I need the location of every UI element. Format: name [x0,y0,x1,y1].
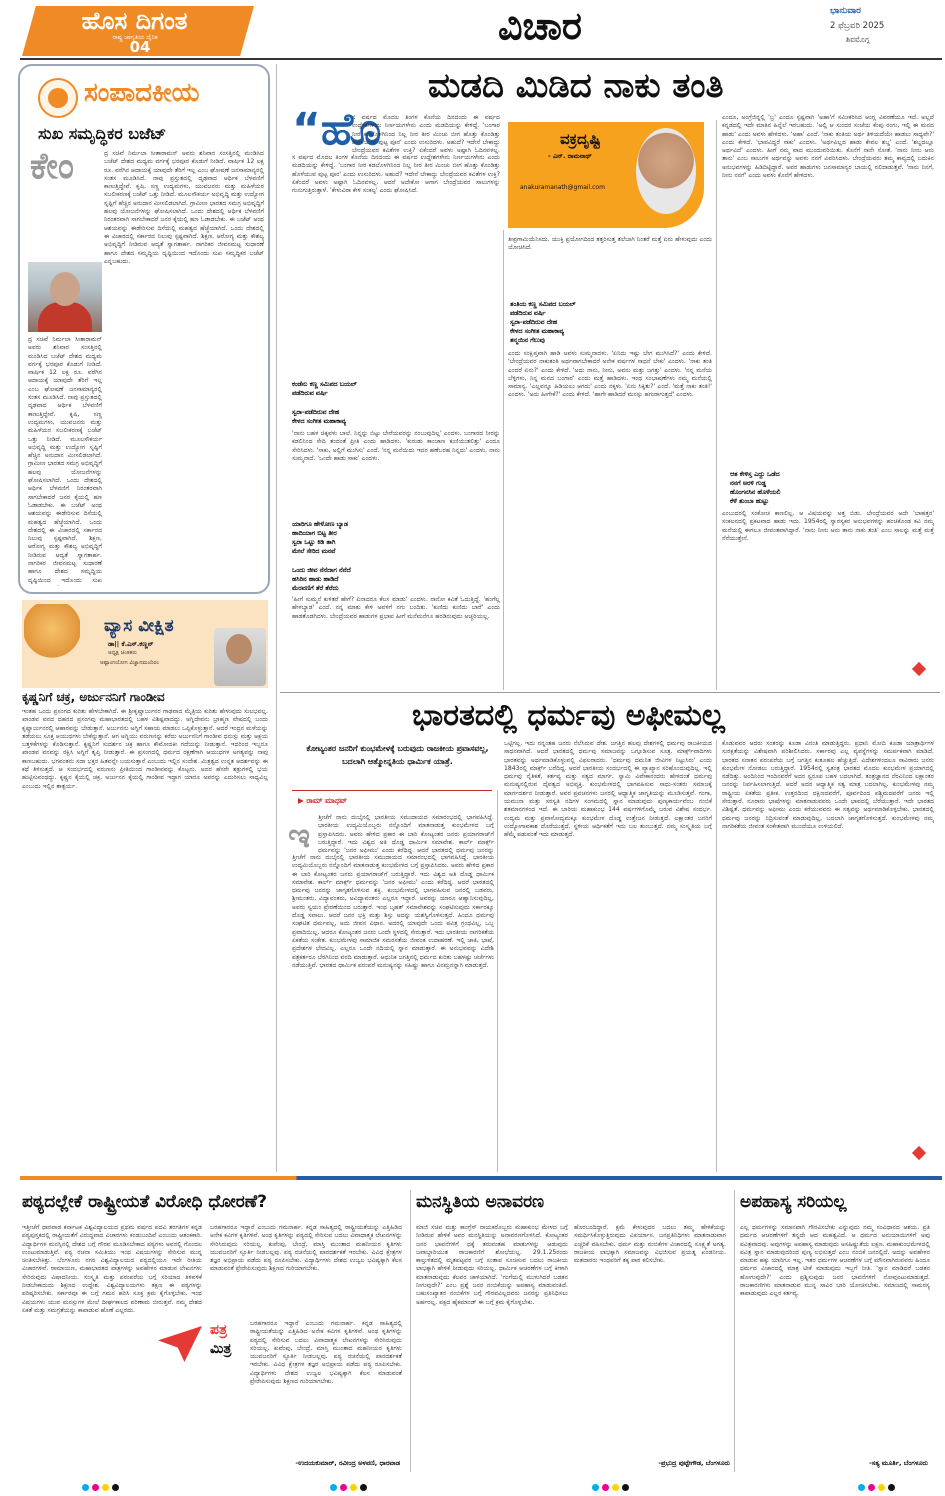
letter1-body: ಇತ್ತೀಚೆಗೆ ಧಾರವಾಡ ಕರ್ನಾಟಕ ವಿಶ್ವವಿದ್ಯಾಲಯದ ಪ್ರಥಮ ವರ್ಷದ ಪದವಿ ತರಗತಿಗಳ ಕನ್ನಡ ಪಠ್ಯಪುಸ್ತಕದಲ್ಲಿ ರಾಷ್ಟ್ರೀಯತೆಗೆ ವಿರುದ್ಧವಾದ ವಿಚಾರಗಳು ಕಂಡುಬಂದಿವೆ ಎಂಬುದು ಆತಂಕಕಾರಿ. ವಿದ್ಯಾರ್ಥಿಗಳ ಮನಸ್ಸಿನಲ್ಲಿ ದೇಶದ ಬಗ್ಗೆ ಗೌರವ ಮೂಡಿಸಬೇಕಾದ ಪಠ್ಯಗಳು ಅವರಲ್ಲಿ ಗೊಂದಲ ಉಂಟುಮಾಡುತ್ತಿವೆ. ಪಠ್ಯ ರಚನಾ ಸಮಿತಿಯು ಇಂಥ ವಿಷಯಗಳನ್ನು ಸೇರಿಸುವ ಮುನ್ನ ಚಿಂತಿಸಬೇಕಿತ್ತು. ಬೆಂಗಳೂರು ನಗರ ವಿಶ್ವವಿದ್ಯಾಲಯದ ಪಠ್ಯದಲ್ಲಿಯೂ ಇದೇ ರೀತಿಯ ವಿಚಾರಗಳಿವೆ. ರಾಮಾಯಣ, ಮಹಾಭಾರತದ ಪಾತ್ರಗಳನ್ನು ಅವಹೇಳನ ಮಾಡುವ ಲೇಖನಗಳು ಸೇರಿರುವುದು ವಿಷಾದನೀಯ. ಸಂಸ್ಕೃತಿ ಮತ್ತು ಪರಂಪರೆಯ ಬಗ್ಗೆ ಸರಿಯಾದ ತಿಳಿವಳಿಕೆ ನೀಡಬೇಕಾದುದು ಶಿಕ್ಷಣದ ಉದ್ದೇಶ. ವಿಶ್ವವಿದ್ಯಾಲಯಗಳು ತಕ್ಷಣ ಈ ಪಠ್ಯಗಳನ್ನು ಪರಿಷ್ಕರಿಸಬೇಕು. ಸರ್ಕಾರವೂ ಈ ಬಗ್ಗೆ ಗಮನ ಹರಿಸಿ ಸೂಕ್ತ ಕ್ರಮ ಕೈಗೊಳ್ಳಬೇಕು. ಇಂಥ ವಿಷಯಗಳು ಯುವ ಮನಸ್ಸುಗಳ ಮೇಲೆ ದೀರ್ಘಕಾಲದ ಪರಿಣಾಮ ಬೀರುತ್ತವೆ. ನಮ್ಮ ದೇಶದ ಏಕತೆ ಮತ್ತು ಸಮಗ್ರತೆಯನ್ನು ಕಾಪಾಡುವ ಹೊಣೆ ಎಲ್ಲರದು. [22,1224,202,1314]
section-title: ವಿಚಾರ [498,4,582,48]
letter3-headline: ಅಪಹಾಸ್ಯ ಸರಿಯಲ್ಲ [740,1192,847,1212]
magenta-dot [868,1484,875,1491]
magenta-dot [602,1484,609,1491]
letter1-headline: ಪಠ್ಯದಲ್ಲೇಕೆ ರಾಷ್ಟ್ರೀಯತೆ ವಿರೋಧಿ ಧೋರಣೆ? [22,1192,267,1212]
registration-marks [592,1484,629,1491]
main-story-lead: ಸ ವರ್ಷದ ಮೊದಲ ತಿಂಗಳ ಕೊನೆಯ ದಿನದಂದು ಈ ವರ್ಷದ ಉದ್ದೇಶಗಳೇನು ನಿರ್ಣಯಗಳೇನು ಎಂದು ಮಡದಿಯನ್ನು ಕೇಳಿದ್ದೆ. 'ಬಂಗಾರ ನೀರ ಕಡಲೊಳಗಿನಿಂದ ನಿಲ್ಲ ನೀರ ತೀರ ಮಿಂಚು ಬೀಗ ಹೊತ್ತು ಕೊಂಡಿತ್ತು ಹೊಳೆಯುವ ಪುಟ್ಟ ಪೂರ' ಎಂದು ಉಸುರಿದಳು. ಅಹುದೆ? ಇದೇನೆ ಬೇಕಾದ್ದು ಬೇಂದ್ರೆಯವರ ಕವಿತೆಗಳ ಉಕ್ತಿ? ಏಕೆಂದರೆ ಅವಳು ಅಷ್ಟಾಗಿ ಓದಿನವಳಲ್ಲ. [352,114,500,154]
patra-mitra-badge-top: ಪತ್ರ [210,1322,227,1338]
vyasa-body: ಇಂತಹ ಒಂದು ಪ್ರಸಂಗದ ಕುರಿತು ಹೇಳಬೇಕಾಗಿದೆ. ಈ ಶ್ರೀಕೃಷ್ಣಾರ್ಜುನರ ಗಾಢವಾದ ಮೈತ್ರಿಯ ಕುರಿತು ಹೇಳುವುದು ಸುಲಭವಲ್ಲ. ಖಾಂಡವ ವನದ ದಹನದ ಪ್ರಸಂಗವು ಮಹಾಭಾರತದಲ್ಲಿ ಬಹಳ ವಿಶಿಷ್ಟವಾದದ್ದು. ಅಗ್ನಿದೇವನು ಬ್ರಾಹ್ಮಣ ವೇಷದಲ್ಲಿ ಬಂದು ಕೃಷ್ಣಾರ್ಜುನರಲ್ಲಿ ಆಹಾರವನ್ನು ಬೇಡುತ್ತಾನೆ. ಅರ್ಜುನನು ಅಗ್ನಿಗೆ ಸಹಾಯ ಮಾಡಲು ಒಪ್ಪಿಕೊಳ್ಳುತ್ತಾನೆ. ಆದರೆ ಇಂದ್ರನ ಮಳೆಯನ್ನು ತಡೆಯಲು ಸೂಕ್ತ ಆಯುಧಗಳು ಬೇಕೆನ್ನುತ್ತಾನೆ. ಆಗ ಅಗ್ನಿಯು ವರುಣನನ್ನು ಕರೆದು ಅರ್ಜುನನಿಗೆ ಗಾಂಡೀವ ಧನುಸ್ಸು ಮತ್ತು ಅಕ್ಷಯ ಬತ್ತಳಿಕೆಗಳನ್ನು ಕೊಡಿಸುತ್ತಾನೆ. ಕೃಷ್ಣನಿಗೆ ಸುದರ್ಶನ ಚಕ್ರ ಹಾಗೂ ಕೌಮೋದಕೀ ಗದೆಯನ್ನು ನೀಡುತ್ತಾನೆ. ಇದರಿಂದ ಇಬ್ಬರೂ ಖಾಂಡವ ವನವನ್ನು ರಕ್ಷಿಸಿ ಅಗ್ನಿಗೆ ತೃಪ್ತಿ ನೀಡುತ್ತಾರೆ. ಈ ಪ್ರಸಂಗದಲ್ಲಿ ಧರ್ಮದ ರಕ್ಷಣೆಗಾಗಿ ಆಯುಧಗಳ ಅಗತ್ಯವನ್ನು ನಾವು ಕಾಣಬಹುದು. ಭಗವಂತನು ಸದಾ ಭಕ್ತರ ಹಿತವನ್ನೇ ಬಯಸುತ್ತಾನೆ ಎಂಬುದು ಇಲ್ಲಿನ ಸಂದೇಶ. ಮಿತ್ರತ್ವದ ಉನ್ನತ ಆದರ್ಶವನ್ನು ಈ ಕಥೆ ತಿಳಿಸುತ್ತದೆ. ಆ ಸಂದರ್ಭದಲ್ಲಿ ವರುಣನು ಪ್ರೀತಿಯಿಂದ ಗಾಂಡೀವವನ್ನು ಕೊಟ್ಟನು. ಅದರ ಹೆಸರೇ ಶತ್ರುಗಳಲ್ಲಿ ಭಯ ಹುಟ್ಟಿಸುವಂಥದ್ದು. ಕೃಷ್ಣನ ಕೈಯಲ್ಲಿ ಚಕ್ರ, ಅರ್ಜುನನ ಕೈಯಲ್ಲಿ ಗಾಂಡೀವ ಇದ್ದಾಗ ಯಾರೂ ಅವರನ್ನು ಎದುರಿಸಲು ಸಾಧ್ಯವಿಲ್ಲ ಎಂಬುದು ಇಲ್ಲಿನ ತಾತ್ಪರ್ಯ. [22,708,268,790]
black-dot [888,1484,895,1491]
yellow-dot [878,1484,885,1491]
editorial-body-bottom: ದ್ರ ಸಚಿವೆ ನಿರ್ಮಲಾ ಸೀತಾರಾಮನ್ ಅವರು ಶನಿವಾರ ಸಂಸತ್ತಿನಲ್ಲಿ ಮಂಡಿಸಿದ ಬಜೆಟ್ ದೇಶದ ಮಧ್ಯಮ ವರ್ಗಕ್ಕೆ ಭರಪೂರ ಕೊಡುಗೆ ನೀಡಿದೆ. ವಾರ್ಷಿಕ 12 ಲಕ್ಷ ರೂ. ವರೆಗಿನ ಆದಾಯಕ್ಕೆ ಯಾವುದೇ ತೆರಿಗೆ ಇಲ್ಲ ಎಂಬ ಘೋಷಣೆ ಜನಸಾಮಾನ್ಯರಲ್ಲಿ ಸಂತಸ ಮೂಡಿಸಿದೆ. ನಾವು ಪ್ರಸ್ತುತದಲ್ಲಿ ದೃಢವಾದ ಆರ್ಥಿಕ ಬೆಳವಣಿಗೆ ಕಾಣುತ್ತಿದ್ದೇವೆ. ಕೃಷಿ, ಸಣ್ಣ ಉದ್ಯಮಗಳು, ಯುವಜನರು ಮತ್ತು ಮಹಿಳೆಯರ ಸಬಲೀಕರಣಕ್ಕೆ ಬಜೆಟ್ ಒತ್ತು ನೀಡಿದೆ. ಮೂಲಸೌಕರ್ಯ ಅಭಿವೃದ್ಧಿ ಮತ್ತು ಉದ್ಯೋಗ ಸೃಷ್ಟಿಗೆ ಹೆಚ್ಚಿನ ಅನುದಾನ ಮೀಸಲಿಡಲಾಗಿದೆ. ಗ್ರಾಮೀಣ ಭಾರತದ ಸಮಗ್ರ ಅಭಿವೃದ್ಧಿಗೆ ಹಲವು ಯೋಜನೆಗಳನ್ನು ಘೋಷಿಸಲಾಗಿದೆ. ಒಂದು ದೇಶದಲ್ಲಿ ಆರ್ಥಿಕ ಬೆಳವಣಿಗೆ ನಿರಂತರವಾಗಿ ಸಾಗಬೇಕಾದರೆ ಜನರ ಕೈಯಲ್ಲಿ ಹಣ ಓಡಾಡಬೇಕು. ಈ ಬಜೆಟ್ ಅಂಥ ಆಶಯವನ್ನು ಈಡೇರಿಸುವ ದಿಸೆಯಲ್ಲಿ ಮಹತ್ವದ ಹೆಜ್ಜೆಯಾಗಿದೆ. ಒಂದು ದೇಶದಲ್ಲಿ ಈ ವಿಚಾರದಲ್ಲಿ ಸರ್ಕಾರದ ನಿಲುವು ಸ್ಪಷ್ಟವಾಗಿದೆ. ಶಿಕ್ಷಣ, ಆರೋಗ್ಯ ಮತ್ತು ಕೌಶಲ್ಯ ಅಭಿವೃದ್ಧಿಗೆ ನೀಡಿರುವ ಆದ್ಯತೆ ಸ್ವಾಗತಾರ್ಹ. ನಾಗರಿಕರ ಜೀವನಮಟ್ಟ ಸುಧಾರಣೆ ಹಾಗೂ ದೇಶದ ಸಮೃದ್ಧಿಯ ದೃಷ್ಟಿಯಿಂದ ಇದೊಂದು ಸುಖ [28,336,102,584]
vyasa-author-role: ಅಧ್ಯಕ್ಷ ಚಿಂತಕರು [108,650,137,656]
letter2-signature: -ಪ್ರಭುದ್ರ ಪುಟ್ಟೇಗೌಡ, ಬೆಂಗಳೂರು [658,1459,730,1467]
letter3-signature: -ಸತ್ಯ ಮೂರ್ತಿ, ಬೆಂಗಳೂರು [869,1459,928,1467]
magenta-dot [92,1484,99,1491]
letter3-body: ಎಲ್ಲ ಧರ್ಮಗಳನ್ನು ಸಮಾನವಾಗಿ ಗೌರವಿಸಬೇಕು ಎನ್ನುವುದು ನಮ್ಮ ಸಂವಿಧಾನದ ಆಶಯ. ಪ್ರತಿ ಧರ್ಮದ ಆಚರಣೆಗಳಿಗೆ ತನ್ನದೇ ಆದ ಮಹತ್ವವಿದೆ. ಆ ಧರ್ಮದ ಅನುಯಾಯಿಗಳಿಗೆ ಅವು ಪವಿತ್ರವಾದವು. ಅವುಗಳನ್ನು ಅಪಹಾಸ್ಯ ಮಾಡುವುದು ಅಸಹಿಷ್ಣುತೆಯ ಲಕ್ಷಣ. ಮಹಾಕುಂಭಮೇಳದಲ್ಲಿ ಪವಿತ್ರ ಸ್ನಾನ ಮಾಡುವುದರಿಂದ ಪುಣ್ಯ ಲಭಿಸುತ್ತದೆ ಎಂಬ ನಂಬಿಕೆ ಜನರಲ್ಲಿದೆ. ಅದನ್ನು ಅವಹೇಳನ ಮಾಡುವ ಹಕ್ಕು ಯಾರಿಗೂ ಇಲ್ಲ. ಇತರ ಧರ್ಮಗಳ ಆಚರಣೆಗಳ ಬಗ್ಗೆ ಮೌನವಾಗಿರುವವರು ಹಿಂದೂ ಧರ್ಮದ ವಿಚಾರದಲ್ಲಿ ಮಾತ್ರ ಟೀಕೆ ಮಾಡುವುದು ಇಬ್ಬಗೆ ನೀತಿ. 'ಸ್ನಾನ ಮಾಡಿದರೆ ಬಡತನ ಹೋಗುವುದೇ?' ಎಂದು ಪ್ರಶ್ನಿಸುವುದು ಜನರ ಭಾವನೆಗಳಿಗೆ ನೋವುಂಟುಮಾಡುತ್ತದೆ. ರಾಜಕಾರಣಿಗಳು ಮಾತನಾಡುವ ಮುನ್ನ ಸಾವಿರ ಬಾರಿ ಯೋಚಿಸಬೇಕು. ಸಮಾಜದಲ್ಲಿ ಸಾಮರಸ್ಯ ಕಾಪಾಡುವುದು ಎಲ್ಲರ ಕರ್ತವ್ಯ. [740,1224,930,1298]
letters-rule [20,1176,942,1180]
editorial-photo-face [50,272,80,306]
story2-col1: ತ್ತೀಚೆಗೆ ನಾನು ದುಬೈನಲ್ಲಿ ಭಾರತೀಯ ಸಮುದಾಯದ ಸಮಾರಂಭದಲ್ಲಿ ಭಾಗವಹಿಸಿದ್ದೆ. ಭಾರತೀಯ ಉದ್ಯಮಿಯೊಬ್ಬರು ನನ್ನೊಂದಿಗೆ ಮಾತನಾಡುತ್ತ ಕುಂಭಮೇಳದ ಬಗ್ಗೆ ಪ್ರಸ್ತಾಪಿಸಿದರು. ಅವರು ಹೇಳಿದ ಪ್ರಕಾರ ಈ ಬಾರಿ ಕೋಟ್ಯಂತರ ಜನರು ಪ್ರಯಾಗರಾಜ್‌ಗೆ ಬರುತ್ತಿದ್ದಾರೆ. ಇದು ವಿಶ್ವದ ಅತಿ ದೊಡ್ಡ ಧಾರ್ಮಿಕ ಸಮಾವೇಶ. ಕಾರ್ಲ್ ಮಾರ್ಕ್ಸ್ ಧರ್ಮವನ್ನು 'ಜನರ ಅಫೀಮು' ಎಂದು ಕರೆದಿದ್ದ. ಆದರೆ ಭಾರತದಲ್ಲಿ ಧರ್ಮವು ಜನರನ್ನು ಜಾಗೃತಗೊಳಿಸುವ ಶಕ್ತಿ. ಕುಂಭಮೇಳದಲ್ಲಿ ಭಾಗವಹಿಸುವ ಜನರಲ್ಲಿ ಬಡವರು, ಶ್ರೀಮಂತರು, ವಿದ್ಯಾವಂತರು, ಅವಿದ್ಯಾವಂತರು ಎಲ್ಲರೂ ಇದ್ದಾರೆ. ಅವರನ್ನು ಯಾರೂ ಆಹ್ವಾನಿಸುವುದಿಲ್ಲ, ಅವರು ಸ್ವಯಂ ಪ್ರೇರಣೆಯಿಂದ ಬರುತ್ತಾರೆ. ಇಂಥ ಬೃಹತ್ ಸಮಾವೇಶವನ್ನು ಸಂಘಟಿಸುವುದು ಸರ್ಕಾರಕ್ಕೂ ದೊಡ್ಡ ಸವಾಲು. ಆದರೆ ಜನರ ಭಕ್ತಿ ಮತ್ತು ಶಿಸ್ತು ಅದನ್ನು ಯಶಸ್ವಿಗೊಳಿಸುತ್ತದೆ. ಹಿಂದೂ ಧರ್ಮವು ಸಂಘಟಿತ ಧರ್ಮವಲ್ಲ, ಅದು ಜೀವನ ವಿಧಾನ. ಅದರಲ್ಲಿ ಯಾವುದೇ ಒಂದು ಪವಿತ್ರ ಗ್ರಂಥವಿಲ್ಲ, ಒಬ್ಬ ಪ್ರವಾದಿಯಿಲ್ಲ. ಆದರೂ ಕೋಟ್ಯಂತರ ಜನರು ಒಂದೇ ಸ್ಥಳದಲ್ಲಿ ಸೇರುತ್ತಾರೆ. ಇದು ಭಾರತೀಯ ನಾಗರಿಕತೆಯ ಏಕತೆಯ ಸಂಕೇತ. ಕುಂಭಮೇಳವು ಸಾಮಾಜಿಕ ಸಮರಸತೆಯ ಜೀವಂತ ಉದಾಹರಣೆ. ಇಲ್ಲಿ ಜಾತಿ, ಭಾಷೆ, ಪ್ರದೇಶಗಳ ಭೇದವಿಲ್ಲ. ಎಲ್ಲರೂ ಒಂದೇ ನದಿಯಲ್ಲಿ ಸ್ನಾನ ಮಾಡುತ್ತಾರೆ. ಈ ಅನುಭವವನ್ನು ವಿದೇಶಿ ಪತ್ರಕರ್ತರೂ ಬೆರಗಿನಿಂದ ವರದಿ ಮಾಡುತ್ತಾರೆ. ಆಧುನಿಕ ಜಗತ್ತಿನಲ್ಲಿ ಧರ್ಮದ ಕುರಿತು ಬಹಳಷ್ಟು ಚರ್ಚೆಗಳು ನಡೆಯುತ್ತಿವೆ. ಭಾರತದ ಧಾರ್ಮಿಕ ಪರಂಪರೆ ಮನುಷ್ಯನನ್ನು ಸಹಿಷ್ಣು ಹಾಗೂ ವಿನಮ್ರನನ್ನಾಗಿ ಮಾಡುತ್ತದೆ. [292,854,494,969]
main-story-verse: ಯಾರಿಗೂ ಹೇಳೋಣ ಬ್ಯಾಡ ಹಾದಿಯಾಗ ಬಿಟ್ಟ ತೀರ ಸ್ವರಾ ಒಟ್ಟು ಕಿಡಿ ತಾಗಿ ಮೇಲೆ ಸೇರಿದ ಮನವೆ [292,521,348,555]
letter2-body-cont: ಹೊರಬಂದಿದ್ದಾರೆ. ಕ್ಷಮೆ ಕೇಳುವುದರ ಬದಲು ತಮ್ಮ ಹೇಳಿಕೆಯನ್ನು ಸಮರ್ಥಿಸಿಕೊಳ್ಳುತ್ತಿರುವುದು ವಿಪರ್ಯಾಸ. ಜನಪ್ರತಿನಿಧಿಗಳು ಮಾತನಾಡುವಾಗ ಎಚ್ಚರಿಕೆ ವಹಿಸಬೇಕು. ಧರ್ಮ ಮತ್ತು ನಂಬಿಕೆಗಳ ವಿಚಾರದಲ್ಲಿ ಸೂಕ್ಷ್ಮತೆ ಅಗತ್ಯ. ರಾಜಕೀಯ ಲಾಭಕ್ಕಾಗಿ ಸಮಾಜವನ್ನು ವಿಭಜಿಸುವ ಪ್ರಯತ್ನ ಖಂಡನೀಯ. ಮತದಾರರು ಇಂಥವರಿಗೆ ತಕ್ಕ ಪಾಠ ಕಲಿಸಬೇಕು. [574,1224,726,1265]
black-dot [622,1484,629,1491]
story2-byline: ▶ ರಾಮ್ ಮಾಧವ್ [298,796,348,805]
editorial-logo-center [48,88,68,108]
masthead-brand-name: ಹೊಸ ದಿಗಂತ [81,7,188,35]
main-story-col3: ಎಂದೂ, ಅಂಗ್ರೆಜಿನ್ನಲ್ಲಿ 'ಬ್ರ' ಎಂದೂ ಸ್ಪಷ್ಟವಾಗಿ 'ಅಹಾ'ಗೆ ಸಮೀಕರಿಸಿದ ಆಂಗ್ಲ ವಿವರಣೆಯೂ ಇದೆ. ಅಲ್ಲದೆ ಕನ್ನಡದಲ್ಲಿ ಇದೇ ಮಾತಿನ ಹಿನ್ನೆಲೆ ಇರಬಹುದು. 'ಅಲ್ಲಿ ಆ ಸುಂದರ ಸಂಜೆಯ ಕೆಂಪು ರಂಗು, ಇಲ್ಲಿ ಈ ಮನದ ಹಾಡು' ಎಂದು ಅವಳು ಹೇಳಿದಳು. 'ಅಹಾ' ಎಂದೆ. 'ನಾಕು ತಂತಿಯ ಅರ್ಥ ತಿಳಿಯದೆಯೇ ಹಾಡಲು ಸಾಧ್ಯವೇ?' ಎಂದು ಕೇಳಿದೆ. 'ಭಾವವಿದ್ದರೆ ಸಾಕು' ಎಂದಳು. 'ಅರ್ಥವಿಲ್ಲದ ಹಾಡು ಕೇವಲ ಶಬ್ದ' ಎಂದೆ. 'ಶಬ್ದದಲ್ಲೂ ಅರ್ಥವಿದೆ' ಎಂದಳು. ಹೀಗೆ ನಮ್ಮ ವಾದ ಮುಂದುವರಿಯಿತು. ಕೊನೆಗೆ ನಾನೇ ಸೋತೆ. 'ನಾನು ನೀನು ಆನು ತಾನು' ಎಂಬ ಸಾಲುಗಳ ಅರ್ಥವನ್ನು ಅವಳು ನನಗೆ ವಿವರಿಸಿದಳು. ಬೇಂದ್ರೆಯವರು ತಮ್ಮ ಕಾವ್ಯದಲ್ಲಿ ಬದುಕಿನ ಅನುಭವಗಳನ್ನು ಹಿಡಿದಿಟ್ಟಿದ್ದಾರೆ. ಅವರ ಹಾಡುಗಳು ಜನಸಾಮಾನ್ಯರ ಬಾಯಲ್ಲಿ ನಲಿದಾಡುತ್ತವೆ. 'ನಾನು ನಿನಗೆ, ನೀನು ನನಗೆ' ಎಂದು ಅವಳು ಕೊನೆಗೆ ಹೇಳಿದಳು. [722,114,934,180]
column-divider [734,1190,735,1472]
column-title: ವಕ್ರದೃಷ್ಟಿ [560,130,601,148]
column-divider [716,120,717,690]
edition-city: ಶಿವಮೊಗ್ಗ [846,35,870,44]
yellow-dot [350,1484,357,1491]
main-story-col2a: ತೀವ್ರಗಾಮಿಯೆನಿಸದು. ಯುಕ್ತಿ ಪ್ರಯೋಗದಿಂದ ತತ್ತರಿಸುತ್ತ ತಲೆಬಾಗಿ ನಿಂತರೆ ಮತ್ತೆ ಏನು ಹೇಳುವುದು ಎಂದು ಯೋಚಿಸಿದೆ. [508,236,712,252]
letter1-signature: -ಉದಯಕುಮಾರ್, ರವೀಂದ್ರ ಅಳವಣಿ, ಧಾರವಾಡ [295,1459,400,1467]
yellow-dot [612,1484,619,1491]
editorial-dropcap: ಕೇಂ [30,146,74,187]
black-dot [360,1484,367,1491]
story2-dropcap: ಇ [288,816,311,856]
masthead-tagline: ರಾಷ್ಟ್ರ ಜಾಗೃತಿಯ ದೈನಿಕ [112,34,158,41]
main-story-verse: ಒಂದು ಜೀವ ನೆನೆದಾಗ ನೆನೆದೆ ಹಸಿರಿನ ಹಾಡು ಹಾಡಿದೆ ಮೆರವಣಿಗೆ ತೆರೆ ತೆರೆದು [292,567,351,592]
main-story-col1c: 'ಹೀಗೆ ಸುಮ್ಮನೆ ಕುಳಿತರೆ ಹೇಗೆ? ಏನಾದರೂ ಕೆಲಸ ಮಾಡು' ಎಂದಳು. ನಾನೋ ಕವಿತೆ ಓದುತ್ತಿದ್ದೆ. 'ಹಂಗೆಲ್ಲ ಹೇಳಬ್ಯಾಡ' ಎಂದೆ. ನನ್ನ ಮಾತು ಕೇಳಿ ಅವಳಿಗೆ ನಗು ಬಂದಿತು. 'ಕುಣಿದು ಕುಣಿದು ಬಾರೆ' ಎಂದು ಹಾಡತೊಡಗಿದಳು. ಬೇಂದ್ರೆಯವರ ಹಾಡುಗಳ ಪ್ರಭಾವ ಹೀಗೆ ಮನೆಮನೆಗೂ ಹರಡಿರುವುದು ಅಚ್ಚರಿಯಲ್ಲ. [292,596,500,620]
letter1-body-cont: ಬರಹಗಾರರೂ ಇದ್ದಾರೆ ಎಂಬುದು ಗಮನಾರ್ಹ. ಕನ್ನಡ ಸಾಹಿತ್ಯದಲ್ಲಿ ರಾಷ್ಟ್ರೀಯತೆಯನ್ನು ಎತ್ತಿಹಿಡಿದ ಅನೇಕ ಕವಿಗಳ ಕೃತಿಗಳಿವೆ. ಅಂಥ ಕೃತಿಗಳನ್ನು ಪಠ್ಯದಲ್ಲಿ ಸೇರಿಸುವ ಬದಲು ವಿವಾದಾತ್ಮಕ ಲೇಖನಗಳನ್ನು ಸೇರಿಸಿರುವುದು ಸರಿಯಲ್ಲ. ಕುವೆಂಪು, ಬೇಂದ್ರೆ, ಮಾಸ್ತಿ ಮುಂತಾದ ಮಹನೀಯರ ಕೃತಿಗಳು ಯುವಜನರಿಗೆ ಸ್ಫೂರ್ತಿ ನೀಡಬಲ್ಲವು. ಪಠ್ಯ ರಚನೆಯಲ್ಲಿ ಪಾರದರ್ಶಕತೆ ಇರಬೇಕು. ವಿವಿಧ ಕ್ಷೇತ್ರಗಳ ತಜ್ಞರ ಅಭಿಪ್ರಾಯ ಪಡೆದು ಪಠ್ಯ ರೂಪಿಸಬೇಕು. ವಿದ್ಯಾರ್ಥಿಗಳು ದೇಶದ ಉಜ್ವಲ ಭವಿಷ್ಯಕ್ಕಾಗಿ ಕೆಲಸ ಮಾಡುವಂತೆ ಪ್ರೇರೇಪಿಸುವುದು ಶಿಕ್ಷಣದ ಗುರಿಯಾಗಬೇಕು. [210,1224,402,1273]
main-story-verse: ಕಂಡೆನು ಕಣ್ಣ ಸಮಿಪದ ಬಯಲ್ ಪಡೆದಿರುವ ವರ್ಷಿ [292,381,357,397]
cyan-dot [330,1484,337,1491]
column-divider [276,64,277,1172]
patra-mitra-badge-bottom: ಮಿತ್ರ [210,1341,232,1357]
vyasa-headline: ಕೃಷ್ಣನಿಗೆ ಚಕ್ರ, ಅರ್ಜುನನಿಗೆ ಗಾಂಡೀವ [22,690,165,704]
story2-col2: ಒಟ್ಟಿಗಲ್ಲ. ಇದು ನನ್ನಂತಹ ಜನರು ನೆಲೆಸಿರುವ ದೇಶ. ಜಗತ್ತಿನ ಹಲವು ದೇಶಗಳಲ್ಲಿ ಧರ್ಮವು ರಾಜಕೀಯದ ಸಾಧನವಾಗಿದೆ. ಆದರೆ ಭಾರತದಲ್ಲಿ ಧರ್ಮವು ಸಮಾಜವನ್ನು ಒಗ್ಗೂಡಿಸುವ ಸೂತ್ರ. ಮಾರ್ಕ್ಸ್‌ವಾದಿಗಳು ಭಾರತವನ್ನು ಅರ್ಥಮಾಡಿಕೊಳ್ಳುವಲ್ಲಿ ವಿಫಲರಾದರು. 'ಧರ್ಮವು ದಮನಿತ ಜೀವಿಗಳ ನಿಟ್ಟುಸಿರು' ಎಂದು 1843ರಲ್ಲಿ ಮಾರ್ಕ್ಸ್ ಬರೆದಿದ್ದ. ಆದರೆ ಭಾರತೀಯ ಸಂದರ್ಭದಲ್ಲಿ ಈ ವ್ಯಾಖ್ಯಾನ ಸರಿಹೊಂದುವುದಿಲ್ಲ. ಇಲ್ಲಿ ಧರ್ಮವು ನೈತಿಕತೆ, ಕರ್ತವ್ಯ ಮತ್ತು ಸತ್ಯದ ಮಾರ್ಗ. ಸ್ವಾಮಿ ವಿವೇಕಾನಂದರು ಹೇಳಿದಂತೆ ಧರ್ಮವು ಮನುಷ್ಯನಲ್ಲಿರುವ ದೈವತ್ವದ ಅಭಿವ್ಯಕ್ತಿ. ಕುಂಭಮೇಳದಲ್ಲಿ ಭಾಗವಹಿಸುವ ಸಾಧು-ಸಂತರು ಸಮಾಜಕ್ಕೆ ಮಾರ್ಗದರ್ಶನ ನೀಡುತ್ತಾರೆ. ಅವರ ಪ್ರವಚನಗಳು ಜನರಲ್ಲಿ ಆಧ್ಯಾತ್ಮಿಕ ಜಾಗೃತಿಯನ್ನು ಮೂಡಿಸುತ್ತವೆ. ಗಂಗಾ, ಯಮುನಾ ಮತ್ತು ಸರಸ್ವತಿ ನದಿಗಳ ಸಂಗಮದಲ್ಲಿ ಸ್ನಾನ ಮಾಡುವುದು ಪುಣ್ಯಕಾರ್ಯವೆಂಬ ನಂಬಿಕೆ ಶತಮಾನಗಳಿಂದ ಇದೆ. ಈ ಬಾರಿಯ ಮಹಾಕುಂಭ 144 ವರ್ಷಗಳಿಗೊಮ್ಮೆ ಬರುವ ವಿಶೇಷ ಸಂದರ್ಭ. ಉದ್ಯಮ ಮತ್ತು ಪ್ರವಾಸೋದ್ಯಮಕ್ಕೂ ಕುಂಭಮೇಳ ದೊಡ್ಡ ಉತ್ತೇಜನ ನೀಡುತ್ತದೆ. ಲಕ್ಷಾಂತರ ಜನರಿಗೆ ಉದ್ಯೋಗಾವಕಾಶ ದೊರೆಯುತ್ತದೆ. ಸ್ಥಳೀಯ ಆರ್ಥಿಕತೆಗೆ ಇದು ಬಲ ತುಂಬುತ್ತದೆ. ನಮ್ಮ ಸಂಸ್ಕೃತಿಯ ಬಗ್ಗೆ ಹೆಮ್ಮೆ ಪಡುವಂತೆ ಇದು ಮಾಡುತ್ತದೆ. [504,740,712,839]
column-divider [410,1190,411,1472]
letter2-body: ಮಾಜಿ ಸಚಿವ ಮತ್ತು ಕಾಂಗ್ರೆಸ್ ನಾಯಕರೊಬ್ಬರು ಮಹಾಕುಂಭ ಮೇಳದ ಬಗ್ಗೆ ನೀಡಿರುವ ಹೇಳಿಕೆ ಅವರ ಮನಸ್ಥಿತಿಯನ್ನು ಅನಾವರಣಗೊಳಿಸಿದೆ. ಕೋಟ್ಯಂತರ ಜನರ ಭಾವನೆಗಳಿಗೆ ಧಕ್ಕೆ ತರುವಂತಹ ಮಾತುಗಳನ್ನು ಆಡುವುದು ಜವಾಬ್ದಾರಿಯುತ ರಾಜಕಾರಣಿಗೆ ಶೋಭೆಯಲ್ಲ. 29.1.25ರಂದು ಕಾಲ್ತುಳಿತದಲ್ಲಿ ಮೃತಪಟ್ಟವರ ಬಗ್ಗೆ ಸಂತಾಪ ಸೂಚಿಸುವ ಬದಲು ರಾಜಕೀಯ ಲಾಭಕ್ಕಾಗಿ ಹೇಳಿಕೆ ನೀಡುವುದು ಸರಿಯಲ್ಲ. ಧಾರ್ಮಿಕ ಆಚರಣೆಗಳ ಬಗ್ಗೆ ಕೀಳಾಗಿ ಮಾತನಾಡುವುದು ಕೆಲವರ ಚಾಳಿಯಾಗಿದೆ. 'ಗಂಗೆಯಲ್ಲಿ ಮುಳುಗಿದರೆ ಬಡತನ ನೀಗುವುದೇ?' ಎಂಬ ಪ್ರಶ್ನೆ ಜನರ ನಂಬಿಕೆಯನ್ನು ಅಪಹಾಸ್ಯ ಮಾಡುವಂತಿದೆ. ಬಹುಸಂಖ್ಯಾತರ ನಂಬಿಕೆಗಳ ಬಗ್ಗೆ ಗೌರವವಿಲ್ಲದವರು ಜನರನ್ನು ಪ್ರತಿನಿಧಿಸಲು ಅರ್ಹರಲ್ಲ. ಪಕ್ಷದ ಹೈಕಮಾಂಡ್ ಈ ಬಗ್ಗೆ ಕ್ರಮ ಕೈಗೊಳ್ಳಬೇಕು. [416,1224,568,1306]
yellow-dot [102,1484,109,1491]
black-dot [112,1484,119,1491]
editorial-title: ಸಂಪಾದಕೀಯ [84,78,200,108]
letter1-body-tail: ಬರಹಗಾರರೂ ಇದ್ದಾರೆ ಎಂಬುದು ಗಮನಾರ್ಹ. ಕನ್ನಡ ಸಾಹಿತ್ಯದಲ್ಲಿ ರಾಷ್ಟ್ರೀಯತೆಯನ್ನು ಎತ್ತಿಹಿಡಿದ ಅನೇಕ ಕವಿಗಳ ಕೃತಿಗಳಿವೆ. ಅಂಥ ಕೃತಿಗಳನ್ನು ಪಠ್ಯದಲ್ಲಿ ಸೇರಿಸುವ ಬದಲು ವಿವಾದಾತ್ಮಕ ಲೇಖನಗಳನ್ನು ಸೇರಿಸಿರುವುದು ಸರಿಯಲ್ಲ. ಕುವೆಂಪು, ಬೇಂದ್ರೆ, ಮಾಸ್ತಿ ಮುಂತಾದ ಮಹನೀಯರ ಕೃತಿಗಳು ಯುವಜನರಿಗೆ ಸ್ಫೂರ್ತಿ ನೀಡಬಲ್ಲವು. ಪಠ್ಯ ರಚನೆಯಲ್ಲಿ ಪಾರದರ್ಶಕತೆ ಇರಬೇಕು. ವಿವಿಧ ಕ್ಷೇತ್ರಗಳ ತಜ್ಞರ ಅಭಿಪ್ರಾಯ ಪಡೆದು ಪಠ್ಯ ರೂಪಿಸಬೇಕು. ವಿದ್ಯಾರ್ಥಿಗಳು ದೇಶದ ಉಜ್ವಲ ಭವಿಷ್ಯಕ್ಕಾಗಿ ಕೆಲಸ ಮಾಡುವಂತೆ ಪ್ರೇರೇಪಿಸುವುದು ಶಿಕ್ಷಣದ ಗುರಿಯಾಗಬೇಕು. [250,1320,402,1386]
story-divider [280,692,940,693]
header-rule [20,58,942,60]
byline-rule [292,790,492,791]
story2-col3: ಕೊಡುವವರ ಆದರು ಸಂತರನ್ನು ಕೂಡಾ ವಿನಂತಿ ಮಾಡುತ್ತಿದ್ದರು. ಪ್ರಧಾನಿ ಮೋದಿ ಕೂಡಾ ಯಾತ್ರಾರ್ಥಿಗಳ ಸುರಕ್ಷತೆಯನ್ನು ವಿಶೇಷವಾಗಿ ಪರಿಶೀಲಿಸಿದರು. ಸರ್ಕಾರವು ಎಲ್ಲ ವ್ಯವಸ್ಥೆಗಳನ್ನು ಸಮರ್ಪಕವಾಗಿ ಮಾಡಿದೆ. ಭಾರತದ ಸನಾತನ ಪರಂಪರೆಯ ಬಗ್ಗೆ ಜಗತ್ತಿನ ಕುತೂಹಲ ಹೆಚ್ಚುತ್ತಿದೆ. ವಿದೇಶಗಳಿಂದಲೂ ಸಾವಿರಾರು ಜನರು ಕುಂಭಮೇಳ ನೋಡಲು ಬರುತ್ತಿದ್ದಾರೆ. 1954ರಲ್ಲಿ ಸ್ವತಂತ್ರ ಭಾರತದ ಮೊದಲ ಕುಂಭಮೇಳ ಪ್ರಯಾಗದಲ್ಲಿ ನಡೆದಿತ್ತು. ಅಂದಿನಿಂದ ಇಂದಿನವರೆಗೆ ಅದರ ಸ್ವರೂಪ ಬಹಳ ಬದಲಾಗಿದೆ. ತಂತ್ರಜ್ಞಾನದ ನೆರವಿನಿಂದ ಲಕ್ಷಾಂತರ ಜನರನ್ನು ನಿರ್ವಹಿಸಲಾಗುತ್ತಿದೆ. ಆದರೆ ಅದರ ಆಧ್ಯಾತ್ಮಿಕ ಸತ್ವ ಮಾತ್ರ ಬದಲಾಗಿಲ್ಲ. ಕುಂಭಮೇಳವು ನಮ್ಮ ರಾಷ್ಟ್ರೀಯ ಏಕತೆಯ ಪ್ರತೀಕ. ಉತ್ತರದಿಂದ ದಕ್ಷಿಣದವರೆಗೆ, ಪೂರ್ವದಿಂದ ಪಶ್ಚಿಮದವರೆಗೆ ಜನರು ಇಲ್ಲಿ ಸೇರುತ್ತಾರೆ. ನೂರಾರು ಭಾಷೆಗಳನ್ನು ಮಾತನಾಡುವವರು ಒಂದೇ ಭಾವದಲ್ಲಿ ಬೆರೆಯುತ್ತಾರೆ. ಇದೇ ಭಾರತದ ವಿಶಿಷ್ಟತೆ. ಧರ್ಮವನ್ನು ಅಫೀಮು ಎಂದು ಕರೆಯುವವರು ಈ ಸತ್ಯವನ್ನು ಅರ್ಥಮಾಡಿಕೊಳ್ಳಬೇಕು. ಭಾರತದಲ್ಲಿ ಧರ್ಮವು ಜನರನ್ನು ನಿದ್ರಿಸುವಂತೆ ಮಾಡುವುದಿಲ್ಲ, ಬದಲಾಗಿ ಜಾಗೃತಗೊಳಿಸುತ್ತದೆ. ಕುಂಭಮೇಳವು ನಮ್ಮ ನಾಗರಿಕತೆಯ ಜೀವಂತ ಸಂಕೇತವಾಗಿ ಮುಂದೆಯೂ ಉಳಿಯಲಿದೆ. [722,740,934,830]
cyan-dot [858,1484,865,1491]
main-story-verse: ಸ್ವರಾ-ಪಡೆದಿರುವ ದೇಹ ಕೇಳದ ಸಂಗೀತ ಮಹಾಕಾವ್ಯ [292,409,347,425]
story2-headline: ಭಾರತದಲ್ಲಿ ಧರ್ಮವು ಅಫೀಮಲ್ಲ [412,698,725,733]
registration-marks [858,1484,895,1491]
main-story-verse: ಆತ ಕೇಳಿಸ್ತ ಎದ್ದು ಒಡೆದ ನನಗೆ ಅರಳಿ ಗುಡ್ಡ ಹೊಂಗನಸಿನ ಹೊಳೆಯಲಿ ಕೆಳೆ ತುಂಬಾ ಹುಟ್ಟು [730,471,781,505]
cyan-dot [82,1484,89,1491]
cyan-dot [592,1484,599,1491]
editorial-headline: ಸುಖ ಸಮೃದ್ಧಿಕರ ಬಜೆಟ್ [38,124,167,143]
column-divider [503,230,504,690]
main-story-headline: ಮಡದಿ ಮಿಡಿದ ನಾಕು ತಂತಿ [428,66,724,106]
vyasa-author-face [226,634,252,664]
editorial-photo-figure [38,302,92,332]
main-story-verse: ತಂತಿಯ ಕಣ್ಣ ಸಮಿಪದ ಬಯಲ್ ಪಡೆದಿರುವ ವರ್ಷಿ ಸ್ವರಾ-ಪಡೆದಿರುವ ದೇಹ ಕೇಳದ ಸಂಗೀತ ಮಹಾಕಾವ್ಯ ತನ್ಮಯಿನ ಗೆಲುವು [510,301,576,344]
issue-day: ಭಾನುವಾರ [830,6,861,16]
editorial-body-top: ದ್ರ ಸಚಿವೆ ನಿರ್ಮಲಾ ಸೀತಾರಾಮನ್ ಅವರು ಶನಿವಾರ ಸಂಸತ್ತಿನಲ್ಲಿ ಮಂಡಿಸಿದ ಬಜೆಟ್ ದೇಶದ ಮಧ್ಯಮ ವರ್ಗಕ್ಕೆ ಭರಪೂರ ಕೊಡುಗೆ ನೀಡಿದೆ. ವಾರ್ಷಿಕ 12 ಲಕ್ಷ ರೂ. ವರೆಗಿನ ಆದಾಯಕ್ಕೆ ಯಾವುದೇ ತೆರಿಗೆ ಇಲ್ಲ ಎಂಬ ಘೋಷಣೆ ಜನಸಾಮಾನ್ಯರಲ್ಲಿ ಸಂತಸ ಮೂಡಿಸಿದೆ. ನಾವು ಪ್ರಸ್ತುತದಲ್ಲಿ ದೃಢವಾದ ಆರ್ಥಿಕ ಬೆಳವಣಿಗೆ ಕಾಣುತ್ತಿದ್ದೇವೆ. ಕೃಷಿ, ಸಣ್ಣ ಉದ್ಯಮಗಳು, ಯುವಜನರು ಮತ್ತು ಮಹಿಳೆಯರ ಸಬಲೀಕರಣಕ್ಕೆ ಬಜೆಟ್ ಒತ್ತು ನೀಡಿದೆ. ಮೂಲಸೌಕರ್ಯ ಅಭಿವೃದ್ಧಿ ಮತ್ತು ಉದ್ಯೋಗ ಸೃಷ್ಟಿಗೆ ಹೆಚ್ಚಿನ ಅನುದಾನ ಮೀಸಲಿಡಲಾಗಿದೆ. ಗ್ರಾಮೀಣ ಭಾರತದ ಸಮಗ್ರ ಅಭಿವೃದ್ಧಿಗೆ ಹಲವು ಯೋಜನೆಗಳನ್ನು ಘೋಷಿಸಲಾಗಿದೆ. ಒಂದು ದೇಶದಲ್ಲಿ ಆರ್ಥಿಕ ಬೆಳವಣಿಗೆ ನಿರಂತರವಾಗಿ ಸಾಗಬೇಕಾದರೆ ಜನರ ಕೈಯಲ್ಲಿ ಹಣ ಓಡಾಡಬೇಕು. ಈ ಬಜೆಟ್ ಅಂಥ ಆಶಯವನ್ನು ಈಡೇರಿಸುವ ದಿಸೆಯಲ್ಲಿ ಮಹತ್ವದ ಹೆಜ್ಜೆಯಾಗಿದೆ. ಒಂದು ದೇಶದಲ್ಲಿ ಈ ವಿಚಾರದಲ್ಲಿ ಸರ್ಕಾರದ ನಿಲುವು ಸ್ಪಷ್ಟವಾಗಿದೆ. ಶಿಕ್ಷಣ, ಆರೋಗ್ಯ ಮತ್ತು ಕೌಶಲ್ಯ ಅಭಿವೃದ್ಧಿಗೆ ನೀಡಿರುವ ಆದ್ಯತೆ ಸ್ವಾಗತಾರ್ಹ. ನಾಗರಿಕರ ಜೀವನಮಟ್ಟ ಸುಧಾರಣೆ ಹಾಗೂ ದೇಶದ ಸಮೃದ್ಧಿಯ ದೃಷ್ಟಿಯಿಂದ ಇದೊಂದು ಸುಖ ಸಮೃದ್ಧಿಕರ ಬಜೆಟ್ ಎನ್ನಬಹುದು. [104,150,264,265]
column-email: anakuramanath@gmail.com [520,184,605,191]
column-divider [497,790,498,1172]
story-end-marker-icon [912,1146,926,1160]
vyasa-column-title: ವ್ಯಾಸ ವೀಕ್ಷಿತ [104,616,174,636]
vyasa-author-org: ಅಷ್ಟಾಂಗಯೋಗ ವಿಜ್ಞಾನಮಂದಿರಂ [100,660,159,666]
main-story-dropcap: “ಹೊ [292,104,382,155]
column-divider [716,740,717,1172]
column-author: - ಎನ್. ರಾಮನಾಥ್ [548,152,592,160]
registration-marks [82,1484,119,1491]
story2-lead: ತ್ತೀಚೆಗೆ ನಾನು ದುಬೈನಲ್ಲಿ ಭಾರತೀಯ ಸಮುದಾಯದ ಸಮಾರಂಭದಲ್ಲಿ ಭಾಗವಹಿಸಿದ್ದೆ. ಭಾರತೀಯ ಉದ್ಯಮಿಯೊಬ್ಬರು ನನ್ನೊಂದಿಗೆ ಮಾತನಾಡುತ್ತ ಕುಂಭಮೇಳದ ಬಗ್ಗೆ ಪ್ರಸ್ತಾಪಿಸಿದರು. ಅವರು ಹೇಳಿದ ಪ್ರಕಾರ ಈ ಬಾರಿ ಕೋಟ್ಯಂತರ ಜನರು ಪ್ರಯಾಗರಾಜ್‌ಗೆ ಬರುತ್ತಿದ್ದಾರೆ. ಇದು ವಿಶ್ವದ ಅತಿ ದೊಡ್ಡ ಧಾರ್ಮಿಕ ಸಮಾವೇಶ. ಕಾರ್ಲ್ ಮಾರ್ಕ್ಸ್ ಧರ್ಮವನ್ನು 'ಜನರ ಅಫೀಮು' ಎಂದು ಕರೆದಿದ್ದ. ಆದರೆ ಭಾರತದಲ್ಲಿ ಧರ್ಮವು ಜನರನ್ನು [318,814,494,854]
main-story-col1b: 'ನಾನು ಬಹಳ ಚಿಕ್ಕವಳು ಬಾಲೆ. ನಿನ್ನನ್ನು ಬಿಟ್ಟು ಬೇರೆಯವರನ್ನು ನಂಬುವುದಿಲ್ಲ' ಎಂದಳು. ಬಂಗಾರದ ನೀರನ್ನು ಕಡಲಿನಿಂದ ಸೇದಿ ತಂದಂತೆ ಪ್ರೀತಿ ಎಂದು ಹಾಡಿದಳು. 'ಕುರುಡು ಕಾಂಚಾಣ ಕುಣಿಯುತಲಿತ್ತು' ಎಂದೂ ಸೇರಿಸಿದಳು. 'ಸಾಕು, ಅಲ್ಲಿಗೆ ಮುಗಿಸು' ಎಂದೆ. 'ನನ್ನ ಮನೆಯಿದು ಇದರ ಹಣೆಬರಹ ನಿನ್ನದು' ಎಂದಳು. ನಾನು ಸುಮ್ಮನಾದೆ. 'ಒಂದೇ ಹಾಡು ಸಾಕು' ಎಂದಳು. [292,430,500,462]
story2-kicker: ಕೋಟ್ಯಂತರ ಜನರಿಗೆ ಕುಂಭಮೇಳಕ್ಕೆ ಬರುವುದು ರಾಜಕೀಯ ಪ್ರವಾಸವಲ್ಲ, ಬದಲಾಗಿ ಆತ್ಮೋನ್ನತಿಯ ಧಾರ್ಮಿಕ ಯಾತ್ರೆ. [306,744,489,766]
letter2-headline: ಮನಸ್ಥಿತಿಯ ಅನಾವರಣ [416,1192,545,1212]
vyasa-author: ಡಾ|| ಕೆ.ಎಸ್.ಕಣ್ಣನ್ [108,640,154,648]
main-story-col3b: ಎಂಬುದರಲ್ಲಿ ಸಂಕೋಚ ಕಾಣಲಿಲ್ಲ. ಆ ವಿಷಯವನ್ನು ಅತ್ತ ಬಿಡು. ಬೇಂದ್ರೆಯವರ ಅದೇ 'ಬಾಹತ್ತರ' ಸಂಕಲನದಲ್ಲಿ ಪ್ರಕಟವಾದ ಹಾಡು ಇದು. 1954ರಲ್ಲಿ ಸ್ವಾರಸ್ಯಕರ ಅನುಭವಗಳನ್ನು ಹಂಚಿಕೊಂಡ ಕವಿ ನಮ್ಮ ಮನೆಯಲ್ಲಿ ಈಗಲೂ ಜೀವಂತವಾಗಿದ್ದಾರೆ. 'ನಾನು ನೀನು ಆನು ತಾನು ನಾಕು ತಂತಿ' ಎಂಬ ಸಾಲನ್ನು ಮತ್ತೆ ಮತ್ತೆ ನೆನೆಯುತ್ತೇನೆ. [722,510,934,542]
main-story-col2b: ಎಂದು ಸಂಕ್ಷಿಪ್ತವಾಗಿ ಹಾಡಿ ಅವಳು ಸುಮ್ಮನಾದಳು. 'ಏನಿದು ಇಷ್ಟು ಬೇಗ ಮುಗಿಸಿದೆ?' ಎಂದು ಕೇಳಿದೆ. 'ಬೇಂದ್ರೆಯವರ ನಾಕುತಂತಿ ಅರ್ಥವಾಗಬೇಕಾದರೆ ಅನೇಕ ವರ್ಷಗಳ ಸಾಧನೆ ಬೇಕು' ಎಂದಳು. 'ನಾಕು ತಂತಿ ಎಂದರೆ ಏನು?' ಎಂದು ಕೇಳಿದೆ. 'ಅದು ನಾನು, ನೀನು, ಅವನು ಮತ್ತು ಜಗತ್ತು' ಎಂದಳು. 'ನನ್ನ ಮನೆಯ ಬೆಳ್ಳಿಗಳು, ನಿನ್ನ ಮನದ ಬಂಗಾರ' ಎಂದು ಮತ್ತೆ ಹಾಡಿದಳು. ಇಂಥ ಸಂಭಾಷಣೆಗಳು ನಮ್ಮ ಮನೆಯಲ್ಲಿ ಸಾಮಾನ್ಯ. 'ಎಲ್ಲವನ್ನೂ ಹಿಡಿಯಲು ಆಗದು' ಎಂದು ನಕ್ಕಳು. 'ಏನು ಸಿಕ್ಕಿತು?' ಎಂದೆ. 'ಮತ್ತೆ ನಾಕು ತಂತಿ!' ಎಂದಳು. 'ಅದು ಹೀಗೇಕೆ?' ಎಂದು ಕೇಳಿದೆ. 'ಹಾಗೇ ಹಾಡಿದರೆ ಮನಸ್ಸು ಹಗುರಾಗುತ್ತದೆ' ಎಂದಳು. [508,350,712,399]
sage-illustration [24,604,80,686]
registration-marks [330,1484,367,1491]
column-author-photo [636,128,696,214]
main-story-col1a: ಸ ವರ್ಷದ ಮೊದಲ ತಿಂಗಳ ಕೊನೆಯ ದಿನದಂದು ಈ ವರ್ಷದ ಉದ್ದೇಶಗಳೇನು ನಿರ್ಣಯಗಳೇನು ಎಂದು ಮಡದಿಯನ್ನು ಕೇಳಿದ್ದೆ. 'ಬಂಗಾರ ನೀರ ಕಡಲೊಳಗಿನಿಂದ ನಿಲ್ಲ ನೀರ ತೀರ ಮಿಂಚು ಬೀಗ ಹೊತ್ತು ಕೊಂಡಿತ್ತು ಹೊಳೆಯುವ ಪುಟ್ಟ ಪೂರ' ಎಂದು ಉಸುರಿದಳು. ಅಹುದೆ? ಇದೇನೆ ಬೇಕಾದ್ದು ಬೇಂದ್ರೆಯವರ ಕವಿತೆಗಳ ಉಕ್ತಿ? ಏಕೆಂದರೆ ಅವಳು ಅಷ್ಟಾಗಿ ಓದಿನವಳಲ್ಲ. ಆದರೆ ಅದೇಕೋ ಆಗಾಗ ಬೇಂದ್ರೆಯವರ ಸಾಲುಗಳನ್ನು ಗುನುಗುತ್ತಿರುತ್ತಾಳೆ. 'ಕೇಳುವಿರಾ ಕೇಳಿ ಸಂಕಲ್ಪ' ಎಂದು ಘೋಷಿಸಿದೆ. [292,154,500,195]
issue-date: 2 ಫೆಬ್ರವರಿ 2025 [830,21,885,31]
magenta-dot [340,1484,347,1491]
page-number: 04 [129,38,151,56]
story-end-marker-icon [912,662,926,676]
